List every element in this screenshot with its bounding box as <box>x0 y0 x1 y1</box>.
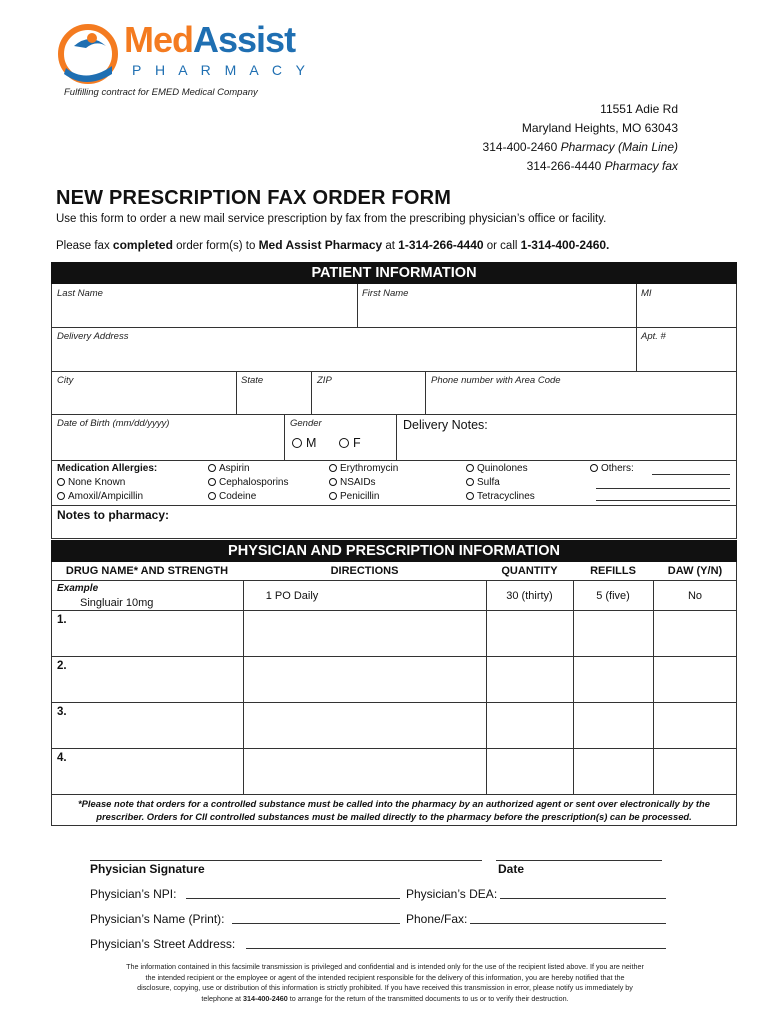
fax-instructions-completed: completed <box>112 238 173 252</box>
last-name-field[interactable]: Last Name <box>57 288 103 299</box>
allergies-label: Medication Allergies: <box>57 463 158 474</box>
allergy-label: Aspirin <box>219 463 250 474</box>
fax-instructions-text: Please fax <box>56 240 113 252</box>
allergy-cephalosporins[interactable] <box>208 476 289 490</box>
prescription-row-3[interactable]: 3. <box>57 706 67 718</box>
date-of-birth-field[interactable]: Date of Birth (mm/dd/yyyy) <box>57 418 170 429</box>
name-print-field[interactable] <box>232 923 400 924</box>
confidentiality-disclaimer <box>60 962 710 1004</box>
allergy-none-known[interactable] <box>57 476 125 490</box>
prescription-row-1[interactable]: 1. <box>57 614 67 626</box>
allergy-quinolones[interactable] <box>466 462 528 476</box>
allergy-aspirin[interactable] <box>208 462 250 476</box>
physician-signature-label: Physician Signature <box>90 862 205 876</box>
state-field[interactable]: State <box>241 375 264 386</box>
divider <box>51 371 737 372</box>
divider <box>425 371 426 414</box>
city-field[interactable]: City <box>57 375 74 386</box>
allergy-label: Codeine <box>219 491 257 502</box>
allergy-label: Erythromycin <box>340 463 399 474</box>
allergy-tetracyclines[interactable] <box>466 490 535 504</box>
address-fax <box>483 157 678 176</box>
checkbox-circle-icon <box>466 464 474 472</box>
column-header-drug: DRUG NAME* AND STRENGTH <box>65 565 229 577</box>
fax-instructions-text: or call <box>483 240 521 252</box>
dea-field[interactable] <box>500 898 666 899</box>
checkbox-circle-icon <box>57 492 65 500</box>
medassist-logo <box>56 18 316 88</box>
form-title: NEW PRESCRIPTION FAX ORDER FORM <box>56 187 452 209</box>
divider <box>284 414 285 460</box>
divider <box>311 371 312 414</box>
gender-female-option[interactable] <box>339 436 361 450</box>
note-line: prescriber. Orders for CII controlled substances must be mailed directly to the pharmacy before the prescription(s) can be processed. <box>96 811 692 822</box>
disclaimer-line: the intended recipient or the employee or agent of the intended recipient responsible for the delivery of this information, you are hereby notified that the <box>145 972 625 982</box>
fax-instructions-text: at <box>382 240 399 252</box>
allergy-label: NSAIDs <box>340 477 376 488</box>
checkbox-circle-icon <box>329 478 337 486</box>
divider <box>51 327 737 328</box>
radio-circle-icon <box>292 438 302 448</box>
column-header-refills: REFILLS <box>590 565 636 577</box>
example-label: Example <box>57 583 99 594</box>
checkbox-circle-icon <box>57 478 65 486</box>
allergy-codeine[interactable] <box>208 490 256 504</box>
phone-label: Pharmacy (Main Line) <box>560 140 678 154</box>
divider <box>51 414 737 415</box>
gender-male-option[interactable] <box>292 436 316 450</box>
column-header-quantity: QUANTITY <box>501 565 558 577</box>
delivery-address-field[interactable]: Delivery Address <box>57 331 129 342</box>
patient-information-header: PATIENT INFORMATION <box>51 262 737 284</box>
zip-field[interactable]: ZIP <box>317 375 332 386</box>
phone-fax-field[interactable] <box>470 923 666 924</box>
checkbox-circle-icon <box>329 464 337 472</box>
middle-initial-field[interactable]: MI <box>641 288 652 299</box>
divider <box>236 371 237 414</box>
prescription-row-4[interactable]: 4. <box>57 752 67 764</box>
fax-instructions-pharmacy: Med Assist Pharmacy <box>258 238 383 252</box>
gender-male-label: M <box>306 436 317 450</box>
disclaimer-phone: 314-400-2460 <box>242 993 288 1003</box>
divider <box>573 580 574 794</box>
allergy-label: None Known <box>68 477 126 488</box>
delivery-notes-field[interactable]: Delivery Notes: <box>403 418 488 432</box>
allergy-others[interactable] <box>590 462 634 476</box>
divider <box>486 580 487 794</box>
date-line[interactable] <box>496 860 662 861</box>
allergy-erythromycin[interactable] <box>329 462 398 476</box>
allergy-label: Sulfa <box>477 477 500 488</box>
apartment-field[interactable]: Apt. # <box>641 331 666 342</box>
divider <box>243 580 244 794</box>
allergy-label: Penicillin <box>340 491 380 502</box>
pharmacy-address <box>483 100 678 176</box>
allergy-penicillin[interactable] <box>329 490 379 504</box>
physician-prescription-header: PHYSICIAN AND PRESCRIPTION INFORMATION <box>51 540 737 562</box>
street-address-label: Physician’s Street Address: <box>90 937 236 951</box>
column-header-daw: DAW (Y/N) <box>667 565 723 577</box>
brand-name-med: Med <box>124 19 193 60</box>
divider <box>51 702 737 703</box>
disclaimer-line <box>60 994 710 1005</box>
allergy-label: Others: <box>601 463 634 474</box>
brand-name <box>124 20 295 60</box>
checkbox-circle-icon <box>466 492 474 500</box>
prescription-row-2[interactable]: 2. <box>57 660 67 672</box>
divider <box>396 414 397 460</box>
disclaimer-text: to arrange for the return of the transmitted documents to us or to verify their destruction. <box>287 993 569 1003</box>
name-print-label: Physician’s Name (Print): <box>90 912 225 926</box>
fax-instructions <box>56 238 609 252</box>
street-address-field[interactable] <box>246 948 666 949</box>
address-street: 11551 Adie Rd <box>600 102 678 116</box>
form-intro: Use this form to order a new mail service prescription by fax from the prescribing physician’s office or facility. <box>56 213 607 225</box>
divider <box>51 460 737 461</box>
fax-instructions-text: order form(s) to <box>172 240 259 252</box>
phone-fax-label: Phone/Fax: <box>406 912 468 926</box>
dea-label: Physician’s DEA: <box>406 887 498 901</box>
divider <box>653 580 654 794</box>
brand-name-assist: Assist <box>193 19 296 60</box>
disclaimer-line: disclosure, copying, use or distribution of this information is strictly prohibited. If you have received this transmission in error, please notify us immediately by <box>137 983 633 992</box>
divider <box>51 794 737 795</box>
first-name-field[interactable]: First Name <box>362 288 409 299</box>
divider <box>636 284 637 327</box>
date-label: Date <box>498 862 525 876</box>
fax-number: 314-266-4440 <box>526 159 602 173</box>
allergy-nsaids[interactable] <box>329 476 376 490</box>
divider <box>51 748 737 749</box>
divider <box>357 284 358 327</box>
allergy-amoxil[interactable] <box>57 490 143 504</box>
others-line-1[interactable] <box>652 474 730 475</box>
notes-to-pharmacy-field[interactable]: Notes to pharmacy: <box>57 508 170 522</box>
disclaimer-text: telephone at <box>201 993 243 1003</box>
divider <box>51 610 737 611</box>
fax-instructions-phone: 1-314-400-2460. <box>520 238 610 252</box>
phone-number: 314-400-2460 <box>482 140 558 154</box>
divider <box>51 656 737 657</box>
signature-line[interactable] <box>90 860 482 861</box>
npi-field[interactable] <box>186 898 400 899</box>
physician-prescription-section <box>51 540 737 826</box>
disclaimer-line: The information contained in this facsimile transmission is privileged and confidential and is intended only for the use of the recipient listed above. If you are neither <box>126 962 644 971</box>
fax-instructions-fax: 1-314-266-4440 <box>398 238 484 252</box>
gender-female-label: F <box>353 436 361 450</box>
column-header-directions: DIRECTIONS <box>330 565 399 577</box>
others-line-2[interactable] <box>596 488 730 489</box>
allergy-label: Tetracyclines <box>477 491 535 502</box>
example-drug: Singluair 10mg <box>80 597 154 609</box>
example-refills: 5 (five) <box>596 590 630 602</box>
allergy-label: Quinolones <box>477 463 528 474</box>
others-line-3[interactable] <box>596 500 730 501</box>
tagline: Fulfilling contract for EMED Medical Company <box>64 87 258 98</box>
address-phone <box>483 138 678 157</box>
divider <box>51 505 737 506</box>
phone-field[interactable]: Phone number with Area Code <box>431 375 561 386</box>
checkbox-circle-icon <box>208 478 216 486</box>
patient-information-section <box>51 262 737 539</box>
example-daw: No <box>687 590 703 602</box>
divider <box>636 327 637 371</box>
allergy-label: Amoxil/Ampicillin <box>68 491 144 502</box>
npi-label: Physician’s NPI: <box>90 887 177 901</box>
note-line: *Please note that orders for a controlled substance must be called into the pharmacy by an authorized agent or sent over electronically by the <box>78 798 710 809</box>
example-quantity: 30 (thirty) <box>506 590 553 602</box>
controlled-substance-note <box>51 797 737 823</box>
example-directions: 1 PO Daily <box>265 590 319 602</box>
gender-label: Gender <box>290 418 322 429</box>
address-city: Maryland Heights, MO 63043 <box>521 121 678 135</box>
brand-subtitle: P H A R M A C Y <box>132 62 310 78</box>
radio-circle-icon <box>339 438 349 448</box>
checkbox-circle-icon <box>208 464 216 472</box>
checkbox-circle-icon <box>466 478 474 486</box>
checkbox-circle-icon <box>590 464 598 472</box>
checkbox-circle-icon <box>208 492 216 500</box>
allergy-sulfa[interactable] <box>466 476 500 490</box>
divider <box>51 580 737 581</box>
checkbox-circle-icon <box>329 492 337 500</box>
allergy-label: Cephalosporins <box>219 477 289 488</box>
fax-label: Pharmacy fax <box>604 159 678 173</box>
